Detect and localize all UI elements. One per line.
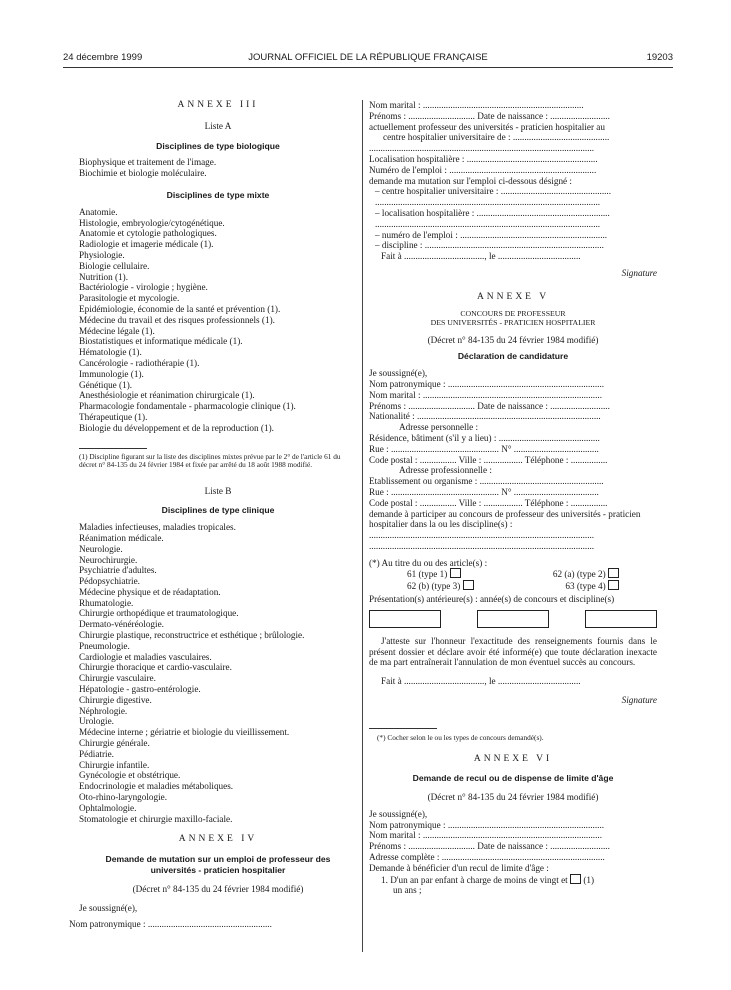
list-item: Nutrition (1). xyxy=(79,271,128,282)
personal-address-lines xyxy=(369,433,657,465)
footnote: (1) Discipline figurant sur la liste des disciplines mixtes prévue par le 2° de l'article 61 du décret n° 84-135 du 24 février 1984 et fixée par arrêté du 18 août 1988 modifié. xyxy=(79,451,341,470)
annexe-5-sub1: CONCOURS DE PROFESSEUR xyxy=(460,308,566,318)
annexe-6-decree: (Décret n° 84-135 du 24 février 1984 modifié) xyxy=(427,791,599,802)
list-item: Chirurgie générale. xyxy=(79,738,150,749)
form-line: – numéro de l'emploi : ................................................................ xyxy=(375,229,608,240)
signature-label: Signature xyxy=(621,695,657,706)
list-item: Pharmacologie fondamentale - pharmacologie clinique (1). xyxy=(79,401,296,412)
form-line: – localisation hospitalière : .......................................................... xyxy=(375,207,610,218)
list-item: Chirurgie orthopédique et traumatologique. xyxy=(79,608,239,619)
form-line: Code postal : ................ Ville : ................. Téléphone : ................ xyxy=(369,497,608,508)
form-line: Nom marital : ...................................................................... xyxy=(369,100,584,110)
form-line: Nationalité : ................................................................................ xyxy=(369,411,601,422)
note-rule xyxy=(369,728,437,729)
option-62b[interactable] xyxy=(407,580,474,592)
age-limit-checkbox[interactable] xyxy=(570,874,581,884)
age-limit-item-1-ref: (1) xyxy=(583,874,595,885)
form-line: Nom marital : .............................................................................. xyxy=(369,830,602,841)
annexe-6-title: Demande de recul ou de dispense de limite d'âge xyxy=(412,773,614,784)
annexe-4-title: Demande de mutation sur un emploi de professeur des universités - praticien hospitalier xyxy=(105,854,331,876)
list-item: Neurochirurgie. xyxy=(79,554,138,565)
form-line: – centre hospitalier universitaire : ................................................ xyxy=(375,186,612,197)
personal-address-title: Adresse personnelle : xyxy=(399,422,479,433)
list-item: Biophysique et traitement de l'image. xyxy=(79,157,217,168)
list-item: Bactériologie - virologie ; hygiène. xyxy=(79,282,208,293)
biological-list xyxy=(79,157,357,179)
biological-title: Disciplines de type biologique xyxy=(156,140,280,151)
list-item: Stomatologie et chirurgie maxillo-faciale. xyxy=(79,813,233,824)
presentation-box-2[interactable] xyxy=(477,610,549,628)
list-item: Pédopsychiatrie. xyxy=(79,576,140,587)
option-62b-label: 62 (b) (type 3) xyxy=(407,581,461,592)
annexe-4-heading: ANNEXE IV xyxy=(178,834,258,845)
form-line: .................................................................................................. xyxy=(369,143,595,154)
checkbox-63[interactable] xyxy=(608,580,619,590)
form-line: demande à participer au concours de professeur des universités - praticien hospitalier dans la ou les discipline(s) : xyxy=(369,508,641,530)
form-line: centre hospitalier universitaire de : .......................................... xyxy=(383,132,610,143)
annexe-5-sub2: DES UNIVERSITÉS - PRATICIEN HOSPITALIER xyxy=(430,318,596,328)
list-item: Médecine du travail et des risques professionnels (1). xyxy=(79,314,275,325)
list-item: Dermato-vénéréologie. xyxy=(79,619,164,630)
list-item: Hépatologie - gastro-entérologie. xyxy=(79,684,201,695)
list-item: Histologie, embryologie/cytogénétique. xyxy=(79,217,225,228)
form-line: Nom patronymique : .................................................................... xyxy=(369,378,605,389)
list-item: Réanimation médicale. xyxy=(79,532,164,543)
list-item: Gynécologie et obstétrique. xyxy=(79,770,181,781)
previous-presentations-label: Présentation(s) antérieure(s) : année(s) de concours et discipline(s) xyxy=(369,594,615,605)
form-line: Rue : ............................................... N° ..................................... xyxy=(369,443,599,454)
form-line: actuellement professeur des universités - praticien hospitalier au xyxy=(369,121,605,132)
form-line: .................................................................................................. xyxy=(369,530,595,541)
form-line: – discipline : .............................................................................. xyxy=(375,240,604,251)
form-line: Localisation hospitalière : ......................................................... xyxy=(369,153,598,164)
list-item: Maladies infectieuses, maladies tropicales. xyxy=(79,522,236,533)
option-62a-label: 62 (a) (type 2) xyxy=(552,569,606,580)
footnote-rule xyxy=(79,448,147,449)
liste-a-heading: Liste A xyxy=(204,120,232,131)
age-limit-item-1-cont: un ans ; xyxy=(393,885,422,896)
form-line: Demande à bénéficier d'un recul de limite d'âge : xyxy=(369,862,549,873)
mixed-list xyxy=(79,207,357,434)
list-item: Biologie cellulaire. xyxy=(79,260,150,271)
mixed-title: Disciplines de type mixte xyxy=(166,189,270,200)
list-item: Neurologie. xyxy=(79,543,123,554)
form-line: Résidence, bâtiment (s'il y a lieu) : ............................................ xyxy=(369,432,600,443)
list-item: Physiologie. xyxy=(79,249,125,260)
annexe-4-decree: (Décret n° 84-135 du 24 février 1984 modifié) xyxy=(132,883,304,894)
form-line: Etablissement ou organisme : ...................................................... xyxy=(369,476,604,487)
list-item: Parasitologie et mycologie. xyxy=(79,293,180,304)
list-item: Chirurgie digestive. xyxy=(79,694,152,705)
column-divider xyxy=(362,100,363,952)
type-note: (*) Cocher selon le ou les types de concours demandé(s). xyxy=(377,732,544,742)
page-header xyxy=(63,52,673,66)
form-line: demande ma mutation sur l'emploi ci-dessous désigné : xyxy=(369,175,572,186)
list-item: Biostatistiques et informatique médicale (1). xyxy=(79,336,243,347)
form-line: Prénoms : ............................. Date de naissance : .......................... xyxy=(369,841,610,852)
form-line: .................................................................................................. xyxy=(375,218,601,229)
article-options-row xyxy=(369,568,657,580)
list-item: Médecine interne ; gériatrie et biologie du vieillissement. xyxy=(79,727,290,738)
list-item: Cancérologie - radiothérapie (1). xyxy=(79,357,200,368)
list-item: Anatomie et cytologie pathologiques. xyxy=(79,228,217,239)
list-item: Chirurgie plastique, reconstructrice et esthétique ; brûlologie. xyxy=(79,630,305,641)
option-63[interactable] xyxy=(565,580,619,592)
professional-address-lines xyxy=(369,476,657,552)
annexe-4-line: Je soussigné(e), xyxy=(79,902,138,913)
form-line: .................................................................................................. xyxy=(369,540,595,551)
list-item: Génétique (1). xyxy=(79,379,133,390)
form-line: Nom marital : .............................................................................. xyxy=(369,389,602,400)
list-item: Immunologie (1). xyxy=(79,368,144,379)
right-column xyxy=(369,100,657,896)
list-item: Médecine physique et de réadaptation. xyxy=(79,586,221,597)
liste-b-heading: Liste B xyxy=(204,485,232,496)
presentation-box-3[interactable] xyxy=(585,610,657,628)
list-item: Cardiologie et maladies vasculaires. xyxy=(79,651,212,662)
form-line: .................................................................................................. xyxy=(375,197,601,208)
form-line: Numéro de l'emploi : ................................................................ xyxy=(369,164,597,175)
age-limit-item-1-text: 1. D'un an par enfant à charge de moins de vingt et xyxy=(381,874,568,885)
option-61[interactable] xyxy=(407,568,461,580)
previous-presentations-boxes xyxy=(369,610,657,628)
form-line: Prénoms : ............................. Date de naissance : .......................... xyxy=(369,400,610,411)
header-journal: JOURNAL OFFICIEL DE LA RÉPUBLIQUE FRANÇAISE xyxy=(248,52,488,63)
article-label: (*) Au titre du ou des article(s) : xyxy=(369,557,488,568)
list-item: Médecine légale (1). xyxy=(79,325,155,336)
signature-label: Signature xyxy=(621,267,657,278)
list-item: Chirurgie vasculaire. xyxy=(79,673,156,684)
list-item: Pneumologie. xyxy=(79,640,130,651)
header-page-number: 19203 xyxy=(646,52,673,63)
list-item: Radiologie et imagerie médicale (1). xyxy=(79,239,214,250)
form-line: Rue : ............................................... N° ..................................... xyxy=(369,486,599,497)
list-item: Psychiatrie d'adultes. xyxy=(79,565,157,576)
header-date: 24 décembre 1999 xyxy=(63,52,143,63)
form-line: Je soussigné(e), xyxy=(369,808,428,819)
form-line: Fait à ..................................., le .................................... xyxy=(381,251,581,262)
list-item: Chirurgie thoracique et cardio-vasculaire. xyxy=(79,662,232,673)
age-limit-lines xyxy=(369,809,657,874)
list-item: Epidémiologie, économie de la santé et prévention (1). xyxy=(79,303,281,314)
checkbox-61[interactable] xyxy=(450,568,461,578)
list-item: Chirurgie infantile. xyxy=(79,759,150,770)
list-item: Pédiatrie. xyxy=(79,748,114,759)
age-limit-item-1 xyxy=(369,874,657,886)
annexe-3-heading: ANNEXE III xyxy=(177,100,259,110)
form-line: Prénoms : ............................. Date de naissance : .......................... xyxy=(369,110,610,121)
annexe-5-heading: ANNEXE V xyxy=(476,291,550,302)
list-item: Anatomie. xyxy=(79,206,118,217)
form-line: Nom patronymique : .................................................................... xyxy=(369,819,605,830)
clinical-title: Disciplines de type clinique xyxy=(161,505,275,516)
mutation-form-lines xyxy=(369,100,657,262)
list-item: Thérapeutique (1). xyxy=(79,411,148,422)
form-line: Code postal : ................ Ville : ................. Téléphone : ................ xyxy=(369,454,608,465)
list-item: Néphrologie. xyxy=(79,705,128,716)
list-item: Endocrinologie et maladies métaboliques. xyxy=(79,781,234,792)
left-column xyxy=(69,100,357,930)
form-line: Je soussigné(e), xyxy=(369,368,428,379)
form-line: Adresse complète : ....................................................................... xyxy=(369,851,605,862)
list-item: Biochimie et biologie moléculaire. xyxy=(79,168,207,179)
clinical-list xyxy=(79,522,357,824)
article-options-row xyxy=(369,580,657,592)
checkbox-62a[interactable] xyxy=(608,568,619,578)
presentation-box-1[interactable] xyxy=(369,610,441,628)
list-item: Anesthésiologie et réanimation chirurgicale (1). xyxy=(79,390,255,401)
option-61-label: 61 (type 1) xyxy=(407,569,448,580)
list-item: Oto-rhino-laryngologie. xyxy=(79,792,168,803)
professional-address-title: Adresse professionnelle : xyxy=(399,465,492,476)
list-item: Hématologie (1). xyxy=(79,347,142,358)
annexe-5-title: Déclaration de candidature xyxy=(457,351,569,362)
attestation-text: J'atteste sur l'honneur l'exactitude des renseignements fournis dans le présent dossier et déclare avoir été informé(e) que toute déclaration inexacte de ma part entraînerait l'annulation de mon éventuel succès au concours. xyxy=(369,635,657,668)
list-item: Biologie du développement et de la reproduction (1). xyxy=(79,422,274,433)
annexe-4-line: Nom patronymique : ...................................................... xyxy=(69,919,272,930)
list-item: Ophtalmologie. xyxy=(79,802,137,813)
annexe-6-heading: ANNEXE VI xyxy=(473,754,553,765)
header-rule xyxy=(63,67,673,68)
option-62a[interactable] xyxy=(553,568,619,580)
list-item: Urologie. xyxy=(79,716,114,727)
annexe-5-decree: (Décret n° 84-135 du 24 février 1984 modifié) xyxy=(427,334,599,345)
signed-at-line: Fait à ..................................., le .................................... xyxy=(381,676,581,687)
checkbox-62b[interactable] xyxy=(463,580,474,590)
list-item: Rhumatologie. xyxy=(79,597,134,608)
option-63-label: 63 (type 4) xyxy=(565,581,606,592)
candidature-lines xyxy=(369,368,657,422)
